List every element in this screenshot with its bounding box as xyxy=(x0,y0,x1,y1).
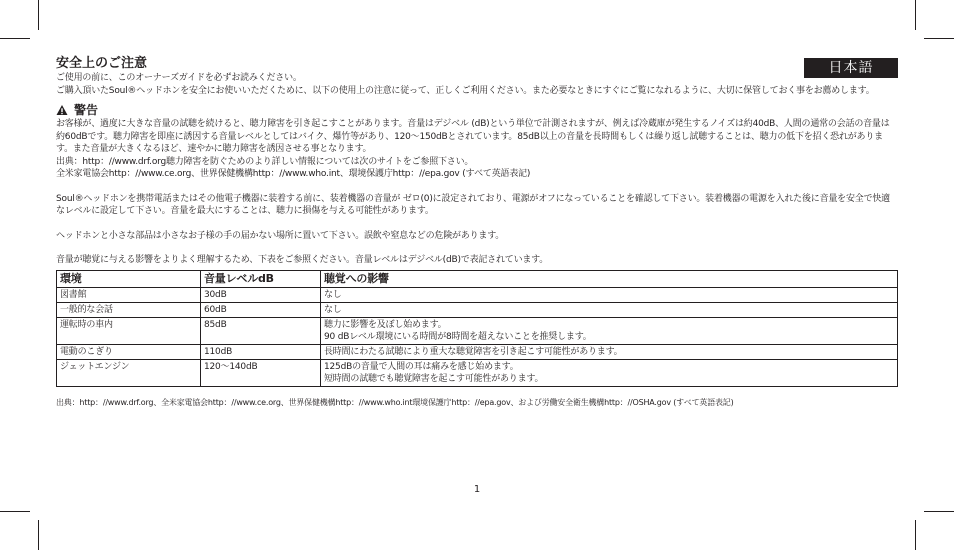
table-intro: 音量が聴覚に与える影響をよりよく理解するため、下表をご参照ください。音量レベルはデジベル(dB)で表記されています。 xyxy=(56,255,549,265)
crop-mark xyxy=(0,511,30,512)
table-row xyxy=(57,287,898,302)
warning-paragraph: Soul®ヘッドホンを携帯電話またはその他電子機器に装着する前に、装着機器の音量が ゼロ(0)に設定されており、電源がオフになっていることを確認して下さい。装着機器の電源を入れた後に音量を安全で快適なレベルに設定して下さい。音量を最大にすることは、聴力に損傷を与える可能性があります。 xyxy=(56,193,890,216)
table-row xyxy=(57,317,898,344)
page-number: 1 xyxy=(473,484,481,495)
table-cell: 運転時の車内 xyxy=(57,317,201,344)
crop-mark xyxy=(915,0,916,30)
table-header-row xyxy=(57,270,898,287)
effect-line: 長時間にわたる試聴により重大な聴覚障害を引き起こす可能性があります。 xyxy=(324,346,623,357)
warning-heading xyxy=(56,103,898,117)
crop-mark xyxy=(38,520,39,550)
table-cell xyxy=(321,344,898,359)
table-cell xyxy=(321,317,898,344)
table-cell: 60dB xyxy=(201,302,321,317)
table-cell: 一般的な会話 xyxy=(57,302,201,317)
crop-mark xyxy=(915,520,916,550)
table-cell: 120〜140dB xyxy=(201,359,321,386)
table-row xyxy=(57,344,898,359)
source-line: 全米家電協会http：//www.ce.org、世界保健機構http：//www.who.int、環境保護庁http：//epa.gov (すべて英語表記) xyxy=(56,169,531,179)
warning-title: 警告 xyxy=(74,103,99,117)
table-row xyxy=(57,302,898,317)
warning-paragraph: ヘッドホンと小さな部品は小さなお子様の手の届かない場所に置いて下さい。誤飲や窒息などの危険があります。 xyxy=(56,230,505,241)
document-page xyxy=(56,56,898,408)
source-line: 出典：http：//www.drf.org聴力障害を防ぐためのより詳しい情報については次のサイトをご参照下さい。 xyxy=(56,156,474,167)
table-cell xyxy=(321,359,898,386)
table-cell: ジェットエンジン xyxy=(57,359,201,386)
warning-paragraph: お客様が、過度に大きな音量の試聴を続けると、聴力障害を引き起こすことがあります。音量はデジベル (dB)という単位で計測されますが、例えば冷蔵庫が発生するノイズは約40dB、人間の通常の会話の音量は約60dBです。聴力障害を即座に誘因する音量レベルとしてはバイク、爆竹等があり、120〜150dBとされています。85dB以上の音量を長時間もしくは繰り返し試聴することは、聴力の低下を招く恐れがあります。また音量が大きくなるほど、速やかに聴力障害を誘因させる事となります。 xyxy=(56,119,890,154)
intro-line: ご使用の前に、このオーナーズガイドを必ずお読みください。 xyxy=(56,73,302,83)
source-note: 出典：http：//www.drf.org、全米家電協会http：//www.ce.org、世界保健機構http：//www.who.int環境保護庁http：//epa.gov、および労働安全衛生機構http：//OSHA.gov (すべて英語表記) xyxy=(56,397,734,407)
table-row xyxy=(57,359,898,386)
table-header: 環境 xyxy=(57,270,201,287)
effect-line: なし xyxy=(324,289,342,300)
effect-line: なし xyxy=(324,304,342,315)
table-header: 音量レベルdB xyxy=(201,270,321,287)
crop-mark xyxy=(924,511,954,512)
page-title: 安全上のご注意 xyxy=(56,56,148,71)
language-badge: 日本語 xyxy=(804,58,898,78)
table-cell xyxy=(321,287,898,302)
crop-mark xyxy=(0,38,30,39)
effect-line: 90 dBレベル環境にいる時間が8時間を超えないことを推奨します。 xyxy=(324,331,592,342)
table-cell: 電動のこぎり xyxy=(57,344,201,359)
crop-mark xyxy=(38,0,39,30)
effect-line: 125dBの音量で人間の耳は痛みを感じ始めます。 xyxy=(324,361,519,372)
table-cell xyxy=(321,302,898,317)
table-header: 聴覚への影響 xyxy=(321,270,898,287)
table-cell: 110dB xyxy=(201,344,321,359)
crop-mark xyxy=(924,38,954,39)
table-cell: 図書館 xyxy=(57,287,201,302)
effect-line: 聴力に影響を及ぼし始めます。 xyxy=(324,319,447,330)
table-cell: 30dB xyxy=(201,287,321,302)
sound-level-table xyxy=(56,270,898,387)
intro-paragraph: ご購入頂いたSoul®ヘッドホンを安全にお使いいただくために、以下の使用上の注意に従って、正しくご利用ください。また必要なときにすぐにご覧になれるように、大切に保管しておく事をお薦めします。 xyxy=(56,85,875,96)
table-cell: 85dB xyxy=(201,317,321,344)
warning-triangle-icon xyxy=(56,104,68,116)
effect-line: 短時間の試聴でも聴覚障害を起こす可能性があります。 xyxy=(324,373,544,384)
